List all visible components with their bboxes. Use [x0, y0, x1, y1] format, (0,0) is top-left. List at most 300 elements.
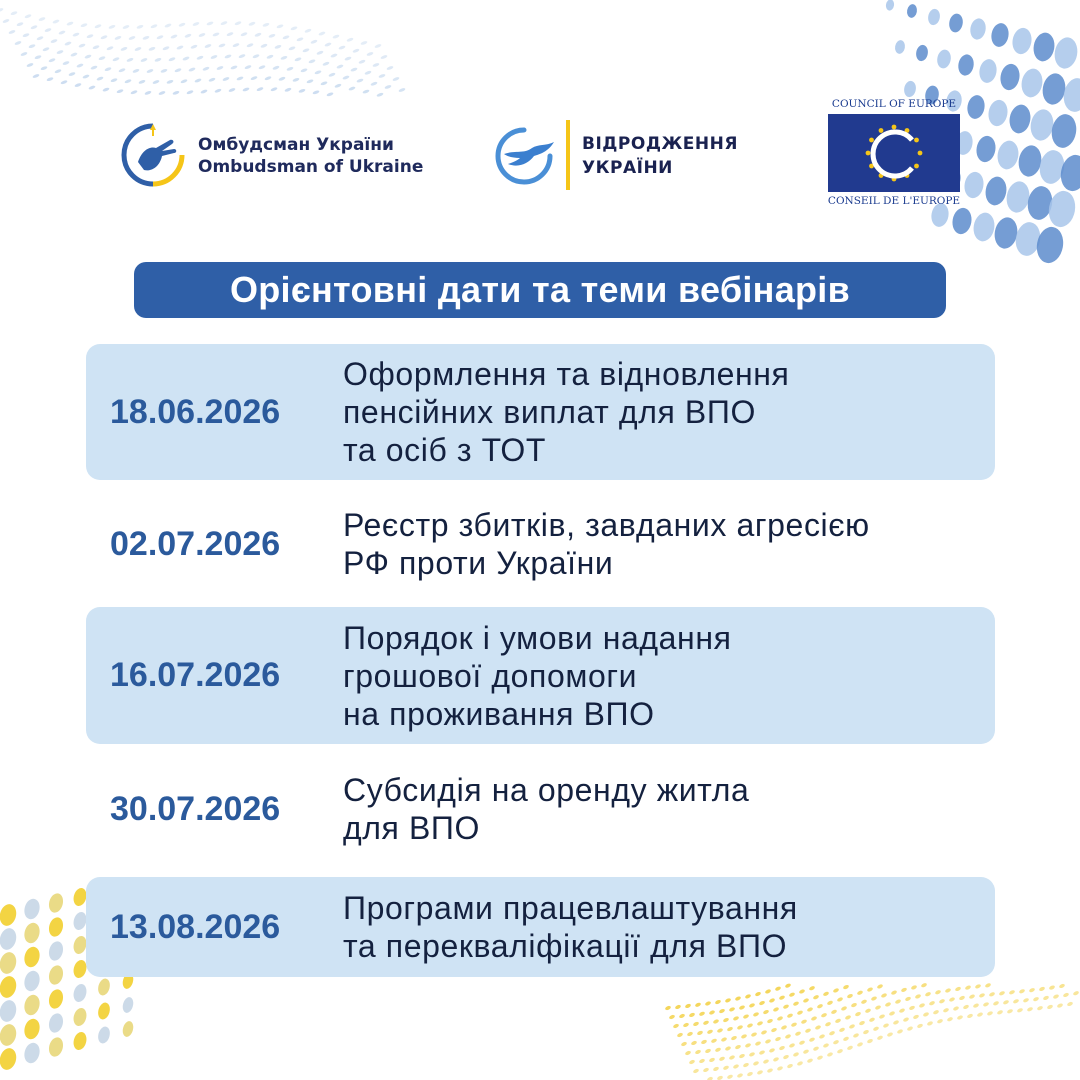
decor-dot [721, 1037, 728, 1043]
decor-dot [164, 23, 172, 28]
decor-dot [881, 993, 888, 999]
decor-dot [719, 1056, 726, 1062]
webinar-date: 30.07.2026 [110, 789, 281, 828]
decor-dot [763, 1059, 770, 1065]
decor-dot [773, 1056, 780, 1062]
decor-dot [877, 984, 884, 990]
decor-dot [969, 17, 988, 41]
decor-dot [50, 38, 58, 43]
decor-dot [903, 80, 917, 98]
decor-dot [793, 1001, 800, 1007]
decor-dot [1031, 31, 1056, 63]
decor-dot [36, 36, 44, 41]
decor-dot [739, 1053, 746, 1059]
decor-dot [713, 1066, 720, 1072]
topic-line: та перекваліфікації для ВПО [343, 928, 788, 964]
decor-dot [899, 1008, 906, 1014]
decor-dot [22, 945, 42, 969]
decor-dot [779, 1045, 786, 1051]
decor-dot [871, 996, 878, 1002]
decor-dot [725, 997, 732, 1003]
decor-dot [1049, 112, 1079, 150]
decor-dot [845, 1015, 852, 1021]
decor-dot [102, 87, 110, 92]
bird-icon [494, 124, 558, 186]
decor-dot [0, 902, 19, 927]
webinar-row [86, 754, 995, 864]
decor-dot [963, 1004, 970, 1010]
decor-dot [985, 982, 992, 988]
decor-dot [939, 998, 946, 1004]
decor-dot [84, 54, 92, 59]
decor-dot [118, 68, 126, 73]
decor-dot [841, 1006, 848, 1012]
decor-dot [78, 43, 86, 48]
decor-dot [933, 1009, 940, 1015]
decor-dot [731, 1035, 738, 1041]
decor-dot [236, 76, 244, 81]
decor-dot [677, 1032, 684, 1038]
decor-dot [22, 33, 30, 38]
decor-dot [114, 35, 122, 40]
decor-dot [957, 53, 976, 77]
decor-dot [755, 991, 762, 997]
decor-dot [773, 1007, 780, 1013]
webinar-row [86, 344, 995, 480]
topic-line: пенсійних виплат для ВПО [343, 394, 756, 430]
decor-dot [894, 39, 906, 54]
decor-dot [885, 0, 895, 11]
decor-dot [967, 1013, 974, 1019]
decor-dot [336, 64, 344, 69]
decor-dot [709, 1057, 716, 1063]
decor-dot [685, 1003, 692, 1009]
decor-dot [0, 974, 19, 999]
decor-dot [121, 996, 135, 1014]
decor-dot [973, 1003, 980, 1009]
decor-dot [128, 35, 136, 40]
decor-dot [178, 22, 186, 27]
webinar-topic [343, 877, 798, 977]
decor-dot [893, 1020, 900, 1026]
decor-dot [787, 1013, 794, 1019]
decor-dot [743, 1062, 750, 1068]
decor-dot [1040, 72, 1068, 107]
decor-dot [927, 8, 941, 26]
decor-dot [1037, 1005, 1044, 1011]
decor-dot [256, 87, 264, 92]
decor-dot [725, 1046, 732, 1052]
decor-dot [950, 206, 973, 235]
decor-dot [310, 39, 318, 44]
decor-dot [992, 216, 1020, 251]
decor-dot [877, 1035, 884, 1041]
decor-dot [262, 22, 270, 27]
decor-dot [288, 46, 296, 51]
decor-dot [268, 33, 276, 38]
decor-dot [733, 1064, 740, 1070]
decor-dot [1023, 997, 1030, 1003]
decor-dot [925, 991, 932, 997]
decor-dot [795, 1031, 802, 1037]
decor-dot [326, 92, 334, 97]
decor-dot [901, 987, 908, 993]
decor-dot [162, 46, 170, 51]
decor-dot [709, 1010, 716, 1016]
decor-dot [685, 1050, 692, 1056]
decor-dot [92, 45, 100, 50]
decor-dot [350, 67, 358, 72]
webinar-row [86, 877, 995, 977]
webinar-date: 13.08.2026 [110, 907, 281, 946]
decor-dot [0, 7, 4, 12]
topic-line: РФ проти України [343, 545, 614, 581]
star [918, 151, 923, 156]
decor-dot [338, 45, 346, 50]
decor-dot [120, 46, 128, 51]
decor-dot [230, 65, 238, 70]
decor-dot [8, 29, 16, 34]
decor-dot [34, 55, 42, 60]
star [892, 125, 897, 130]
decor-dot [921, 982, 928, 988]
decor-dot [272, 65, 280, 70]
decor-dot [717, 1075, 724, 1080]
decor-dot [20, 51, 28, 56]
decor-dot [68, 71, 76, 76]
decor-dot [276, 24, 284, 29]
decor-dot [316, 50, 324, 55]
decor-dot [859, 1020, 866, 1026]
decor-dot [204, 43, 212, 48]
decor-dot [96, 1001, 111, 1021]
decor-dot [783, 1054, 790, 1060]
decor-dot [96, 1025, 111, 1045]
eu-stars-icon [828, 114, 960, 192]
topic-line: Оформлення та відновлення [343, 356, 790, 392]
decor-dot [741, 1033, 748, 1039]
decor-dot [22, 969, 42, 993]
decor-dot [705, 1001, 712, 1007]
decor-dot [54, 69, 62, 74]
decor-dot [194, 78, 202, 83]
decor-dot [158, 90, 166, 95]
decor-dot [22, 921, 42, 945]
decor-dot [679, 1013, 686, 1019]
decor-dot [284, 87, 292, 92]
decor-dot [132, 68, 140, 73]
decor-dot [813, 1046, 820, 1052]
decor-dot [304, 28, 312, 33]
decor-dot [913, 1014, 920, 1020]
decor-dot [1019, 988, 1026, 994]
decor-dot [0, 926, 19, 951]
decor-dot [825, 1021, 832, 1027]
decor-dot [122, 24, 130, 29]
decor-dot [745, 993, 752, 999]
decor-dot [314, 70, 322, 75]
decor-dot [140, 57, 148, 62]
decor-dot [160, 68, 168, 73]
decor-dot [366, 51, 374, 56]
decor-dot [308, 59, 316, 64]
decor-dot [775, 1036, 782, 1042]
decor-dot [62, 60, 70, 65]
decor-dot [727, 1074, 734, 1080]
decor-dot [1013, 998, 1020, 1004]
decor-dot [767, 1068, 774, 1074]
decor-dot [779, 995, 786, 1001]
decor-dot [855, 1011, 862, 1017]
decor-dot [693, 1068, 700, 1074]
decor-dot [737, 1024, 744, 1030]
ombudsman-name-ua: Омбудсман України [198, 135, 394, 155]
decor-dot [198, 32, 206, 37]
topic-line: Порядок і умови надання [343, 619, 732, 656]
decor-dot [689, 1059, 696, 1065]
decor-dot [687, 1031, 694, 1037]
decor-dot [747, 1023, 754, 1029]
decor-dot [777, 1016, 784, 1022]
decor-dot [729, 1006, 736, 1012]
decor-dot [735, 1044, 742, 1050]
decor-dot [1047, 1004, 1054, 1010]
decor-dot [743, 1014, 750, 1020]
decor-dot [346, 37, 354, 42]
decor-dot [112, 57, 120, 62]
decor-dot [322, 61, 330, 66]
decor-dot [699, 1058, 706, 1064]
decor-dot [823, 991, 830, 997]
decor-dot [739, 1005, 746, 1011]
topic-line: та осіб з ТОТ [343, 432, 547, 468]
decor-dot [222, 76, 230, 81]
decor-dot [777, 1065, 784, 1071]
decor-dot [250, 76, 258, 81]
webinar-topic [343, 344, 789, 480]
decor-dot [715, 1047, 722, 1053]
decor-dot [212, 32, 220, 37]
decor-dot [1009, 989, 1016, 995]
decor-dot [809, 1037, 816, 1043]
decor-dot [781, 1025, 788, 1031]
decor-dot [0, 950, 19, 975]
decor-dot [819, 1034, 826, 1040]
decor-dot [142, 35, 150, 40]
decor-dot [48, 58, 56, 63]
decor-dot [915, 44, 929, 62]
decor-dot [753, 1060, 760, 1066]
decor-dot [138, 79, 146, 84]
decor-dot [785, 983, 792, 989]
decor-dot [923, 1012, 930, 1018]
decor-dot [47, 964, 65, 986]
decor-dot [214, 88, 222, 93]
coe-name-en: COUNCIL OF EUROPE [831, 98, 957, 110]
decor-dot [705, 1048, 712, 1054]
decor-dot [948, 13, 964, 34]
topic-line: Субсидія на оренду житла [343, 772, 750, 808]
decor-dot [76, 63, 84, 68]
decor-dot [47, 1012, 65, 1034]
decor-dot [829, 1030, 836, 1036]
decor-dot [763, 1009, 770, 1015]
decor-dot [72, 1007, 89, 1028]
decor-dot [1052, 36, 1080, 71]
coe-name-fr: CONSEIL DE L'EUROPE [827, 195, 961, 207]
decor-dot [224, 54, 232, 59]
decor-dot [1049, 985, 1056, 991]
decor-dot [849, 1024, 856, 1030]
decor-dot [106, 46, 114, 51]
decor-dot [789, 992, 796, 998]
vidrodzhennya-logo [494, 118, 774, 192]
decor-dot [769, 998, 776, 1004]
decor-dot [124, 79, 132, 84]
decor-dot [64, 41, 72, 46]
decor-dot [707, 1076, 714, 1080]
decor-dot [344, 56, 352, 61]
star [914, 164, 919, 169]
decor-dot [989, 991, 996, 997]
decor-dot [757, 1020, 764, 1026]
decor-dot [1017, 1007, 1024, 1013]
decor-dot [767, 1018, 774, 1024]
decor-dot [228, 87, 236, 92]
decor-dot [0, 1022, 19, 1047]
vidrodzhennya-line2: УКРАЇНИ [582, 158, 673, 178]
decor-dot [121, 1020, 135, 1038]
decor-dot [1016, 144, 1044, 179]
decor-dot [80, 23, 88, 28]
decor-dot [997, 1009, 1004, 1015]
decor-dot [751, 1032, 758, 1038]
decor-dot [1043, 995, 1050, 1001]
webinar-row [86, 490, 995, 598]
decor-dot [837, 997, 844, 1003]
decor-dot [853, 1033, 860, 1039]
star [914, 138, 919, 143]
decor-dot [817, 1003, 824, 1009]
decor-dot [192, 21, 200, 26]
webinar-date: 18.06.2026 [110, 392, 281, 431]
decor-dot [1073, 990, 1080, 996]
decor-dot [134, 46, 142, 51]
decor-dot [971, 211, 996, 243]
decor-dot [100, 35, 108, 40]
topic-line: Реєстр збитків, завданих агресією [343, 507, 870, 543]
decor-dot [16, 22, 24, 27]
decor-dot [98, 56, 106, 61]
decor-dot [218, 43, 226, 48]
decor-dot [771, 1027, 778, 1033]
decor-dot [56, 49, 64, 54]
decor-dot [190, 44, 198, 49]
decor-dot [863, 1029, 870, 1035]
decor-dot [875, 1005, 882, 1011]
decor-dot [966, 94, 987, 120]
decor-dot [797, 1061, 804, 1067]
decor-dot [759, 1000, 766, 1006]
decor-dot [238, 54, 246, 59]
decor-dot [895, 999, 902, 1005]
decor-dot [703, 1067, 710, 1073]
decor-dot [689, 1012, 696, 1018]
decor-dot [757, 1069, 764, 1075]
decor-dot [717, 1028, 724, 1034]
decor-dot [847, 993, 854, 999]
decor-dot [60, 80, 68, 85]
decor-dot [1029, 987, 1036, 993]
decor-dot [887, 1032, 894, 1038]
decor-dot [22, 1041, 42, 1065]
decor-dot [813, 994, 820, 1000]
decor-dot [883, 1023, 890, 1029]
decor-dot [30, 25, 38, 30]
decor-dot [837, 1048, 844, 1054]
decor-dot [38, 16, 46, 21]
decor-dot [82, 74, 90, 79]
decor-dot [2, 18, 10, 23]
decor-dot [108, 24, 116, 29]
decor-dot [857, 1042, 864, 1048]
decor-dot [232, 43, 240, 48]
decor-dot [1028, 108, 1056, 143]
decor-dot [144, 90, 152, 95]
decor-dot [206, 21, 214, 26]
decor-dot [126, 57, 134, 62]
decor-dot [843, 1036, 850, 1042]
decor-dot [987, 1011, 994, 1017]
decor-dot [74, 82, 82, 87]
decor-dot [723, 1065, 730, 1071]
council-of-europe-logo [822, 98, 966, 210]
webinar-topic [343, 607, 732, 744]
decor-dot [715, 999, 722, 1005]
decor-dot [809, 985, 816, 991]
decor-dot [787, 1063, 794, 1069]
decor-dot [747, 1071, 754, 1077]
decor-dot [701, 1039, 708, 1045]
decor-dot [46, 77, 54, 82]
decor-dot [216, 65, 224, 70]
decor-dot [847, 1045, 854, 1051]
decor-dot [953, 1006, 960, 1012]
decor-dot [865, 1008, 872, 1014]
decor-dot [226, 32, 234, 37]
decor-dot [258, 65, 266, 70]
decor-dot [723, 1017, 730, 1023]
decor-dot [286, 66, 294, 71]
decor-dot [182, 56, 190, 61]
decor-dot [775, 986, 782, 992]
decor-dot [986, 98, 1009, 127]
decor-dot [885, 1002, 892, 1008]
decor-dot [156, 35, 164, 40]
decor-dot [1010, 26, 1033, 55]
decor-dot [47, 892, 65, 914]
decor-dot [47, 988, 65, 1010]
decor-dot [1033, 996, 1040, 1002]
decor-dot [949, 997, 956, 1003]
decor-dot [936, 49, 952, 70]
decor-dot [839, 1027, 846, 1033]
decor-dot [90, 65, 98, 70]
decor-dot [695, 1049, 702, 1055]
decor-dot [803, 1049, 810, 1055]
decor-dot [260, 43, 268, 48]
decor-dot [202, 66, 210, 71]
